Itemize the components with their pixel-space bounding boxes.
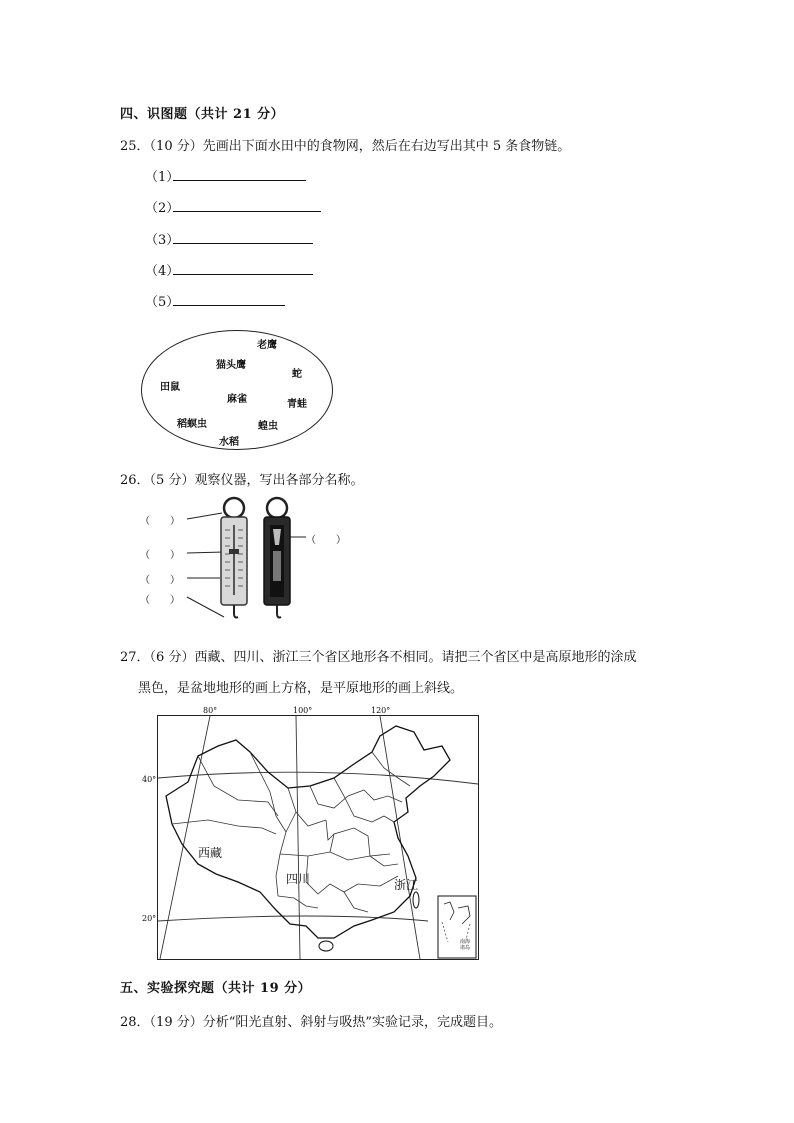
label-blank-5[interactable]: （ ）	[306, 535, 346, 546]
latitude-label-40: 40°	[142, 775, 157, 784]
latitude-label-20: 20°	[142, 914, 157, 923]
longitude-label-80: 80°	[203, 706, 218, 715]
spring-scale-back	[264, 498, 290, 618]
question-27-text-line1: 27．（6 分）西藏、四川、浙江三个省区地形各不相同。请把三个省区中是高原地形的涂成	[120, 650, 637, 665]
province-label-sichuan: 四川	[286, 872, 311, 886]
answer-blank-3[interactable]	[173, 243, 313, 244]
answer-line-2	[145, 197, 179, 216]
organism-snake: 蛇	[292, 369, 302, 380]
organism-eagle: 老鹰	[257, 340, 277, 351]
spring-scale-front	[221, 498, 247, 618]
label-blank-2[interactable]: （ ）	[140, 550, 180, 561]
blank-label-1: （1）	[145, 170, 180, 185]
answer-blank-5[interactable]	[173, 305, 285, 306]
organism-rice-borer: 稻螟虫	[177, 419, 207, 430]
taiwan-island	[413, 892, 419, 908]
china-map[interactable]	[157, 715, 479, 960]
province-boundaries	[172, 752, 410, 912]
province-label-zhejiang: 浙江	[394, 878, 419, 892]
label-blank-4[interactable]: （ ）	[140, 595, 180, 606]
longitude-label-100: 100°	[293, 706, 313, 715]
question-26-text: 26．（5 分）观察仪器，写出各部分名称。	[120, 473, 364, 488]
province-label-tibet: 西藏	[198, 846, 223, 860]
answer-line-5	[145, 291, 179, 310]
section-title-5: 五、实验探究题（共计 19 分）	[120, 981, 312, 996]
spring-scale-illustration	[180, 495, 330, 620]
answer-blank-4[interactable]	[173, 274, 313, 275]
blank-label-4: （4）	[145, 264, 180, 279]
latitude-line-20	[158, 916, 428, 921]
blank-label-2: （2）	[145, 201, 180, 216]
inset-label: 南海诸岛	[460, 939, 471, 951]
leader-line-2	[187, 552, 224, 553]
question-27-text-line2: 黑色，是盆地地形的画上方格，是平原地形的画上斜线。	[138, 681, 464, 696]
section-title-4: 四、识图题（共计 21 分）	[120, 107, 285, 122]
organism-owl: 猫头鹰	[216, 360, 246, 371]
longitude-line-100	[296, 716, 300, 959]
answer-blank-2[interactable]	[173, 211, 321, 212]
question-28-text: 28．（19 分）分析“阳光直射、斜射与吸热”实验记录，完成题目。	[120, 1015, 503, 1030]
blank-label-3: （3）	[145, 233, 180, 248]
answer-blank-1[interactable]	[173, 180, 306, 181]
organism-locust: 蝗虫	[258, 421, 278, 432]
longitude-line-120	[380, 716, 420, 959]
leader-line-1	[187, 513, 222, 519]
label-blank-1[interactable]: （ ）	[140, 516, 180, 527]
longitude-line-80	[160, 716, 210, 959]
blank-label-5: （5）	[145, 295, 180, 310]
organism-rice: 水稻	[219, 437, 239, 448]
label-blank-3[interactable]: （ ）	[140, 575, 180, 586]
organism-field-mouse: 田鼠	[160, 382, 180, 393]
answer-line-3	[145, 229, 179, 248]
longitude-label-120: 120°	[371, 706, 391, 715]
leader-line-4	[187, 597, 224, 617]
organism-sparrow: 麻雀	[227, 394, 247, 405]
answer-line-1	[145, 166, 179, 185]
answer-line-4	[145, 260, 179, 279]
china-map-svg	[158, 716, 478, 959]
question-25-text: 25．（10 分）先画出下面水田中的食物网，然后在右边写出其中 5 条食物链。	[120, 139, 571, 154]
organism-frog: 青蛙	[287, 399, 307, 410]
hainan-island	[319, 941, 333, 951]
